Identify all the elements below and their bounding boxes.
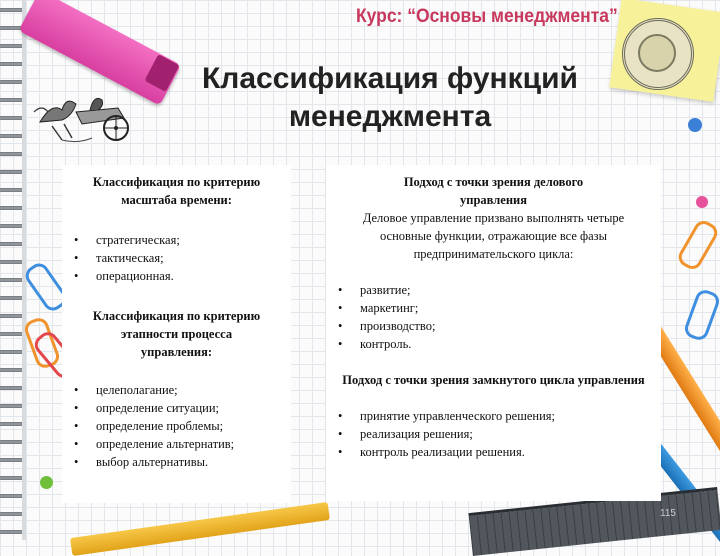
list-item: • тактическая;	[62, 249, 291, 267]
list-item: • определение проблемы;	[62, 417, 291, 435]
list-item: • определение альтернатив;	[62, 435, 291, 453]
list-item: • производство;	[326, 317, 661, 335]
business-management-description: Деловое управление призвано выполнять четыре основные функции, отражающие все фазы предпринимательского цикла:	[362, 211, 625, 261]
slide-number: 115	[660, 508, 676, 519]
paper-clip-icon	[675, 217, 720, 272]
time-scale-list	[62, 231, 291, 285]
left-classification-panel	[62, 165, 291, 503]
notebook-margin	[22, 0, 26, 540]
list-item: • реализация решения;	[326, 425, 661, 443]
page-title	[170, 60, 610, 136]
time-scale-heading: Классификация по критерию масштаба времени:	[92, 175, 261, 207]
university-seal-center	[638, 34, 676, 72]
closed-cycle-list	[326, 407, 661, 461]
paper-clip-icon	[682, 287, 720, 342]
list-item: • целеполагание;	[62, 381, 291, 399]
list-item: • стратегическая;	[62, 231, 291, 249]
list-item: • выбор альтернативы.	[62, 453, 291, 471]
list-item: • контроль реализации решения.	[326, 443, 661, 461]
list-item: • определение ситуации;	[62, 399, 291, 417]
course-title: Курс: “Основы менеджмента”	[356, 6, 618, 27]
list-item: • развитие;	[326, 281, 661, 299]
business-functions-list	[326, 281, 661, 353]
list-item: • контроль.	[326, 335, 661, 353]
closed-cycle-heading: Подход с точки зрения замкнутого цикла управления	[342, 373, 645, 387]
list-item: • маркетинг;	[326, 299, 661, 317]
list-item: • принятие управленческого решения;	[326, 407, 661, 425]
push-pin-icon	[40, 476, 53, 489]
chariot-engraving-image	[32, 82, 136, 148]
process-stage-list	[62, 381, 291, 471]
process-stage-heading: Классификация по критерию этапности процесса управления:	[92, 309, 261, 359]
list-item: • операционная.	[62, 267, 291, 285]
page-title-line-2: менеджмента	[288, 100, 492, 133]
push-pin-icon	[696, 196, 708, 208]
right-approach-panel	[326, 165, 661, 501]
push-pin-icon	[688, 118, 702, 132]
business-management-heading: Подход с точки зрения делового управления	[403, 175, 584, 207]
yellow-pencil-image	[70, 502, 330, 556]
page-title-line-1: Классификация функций	[202, 62, 578, 95]
